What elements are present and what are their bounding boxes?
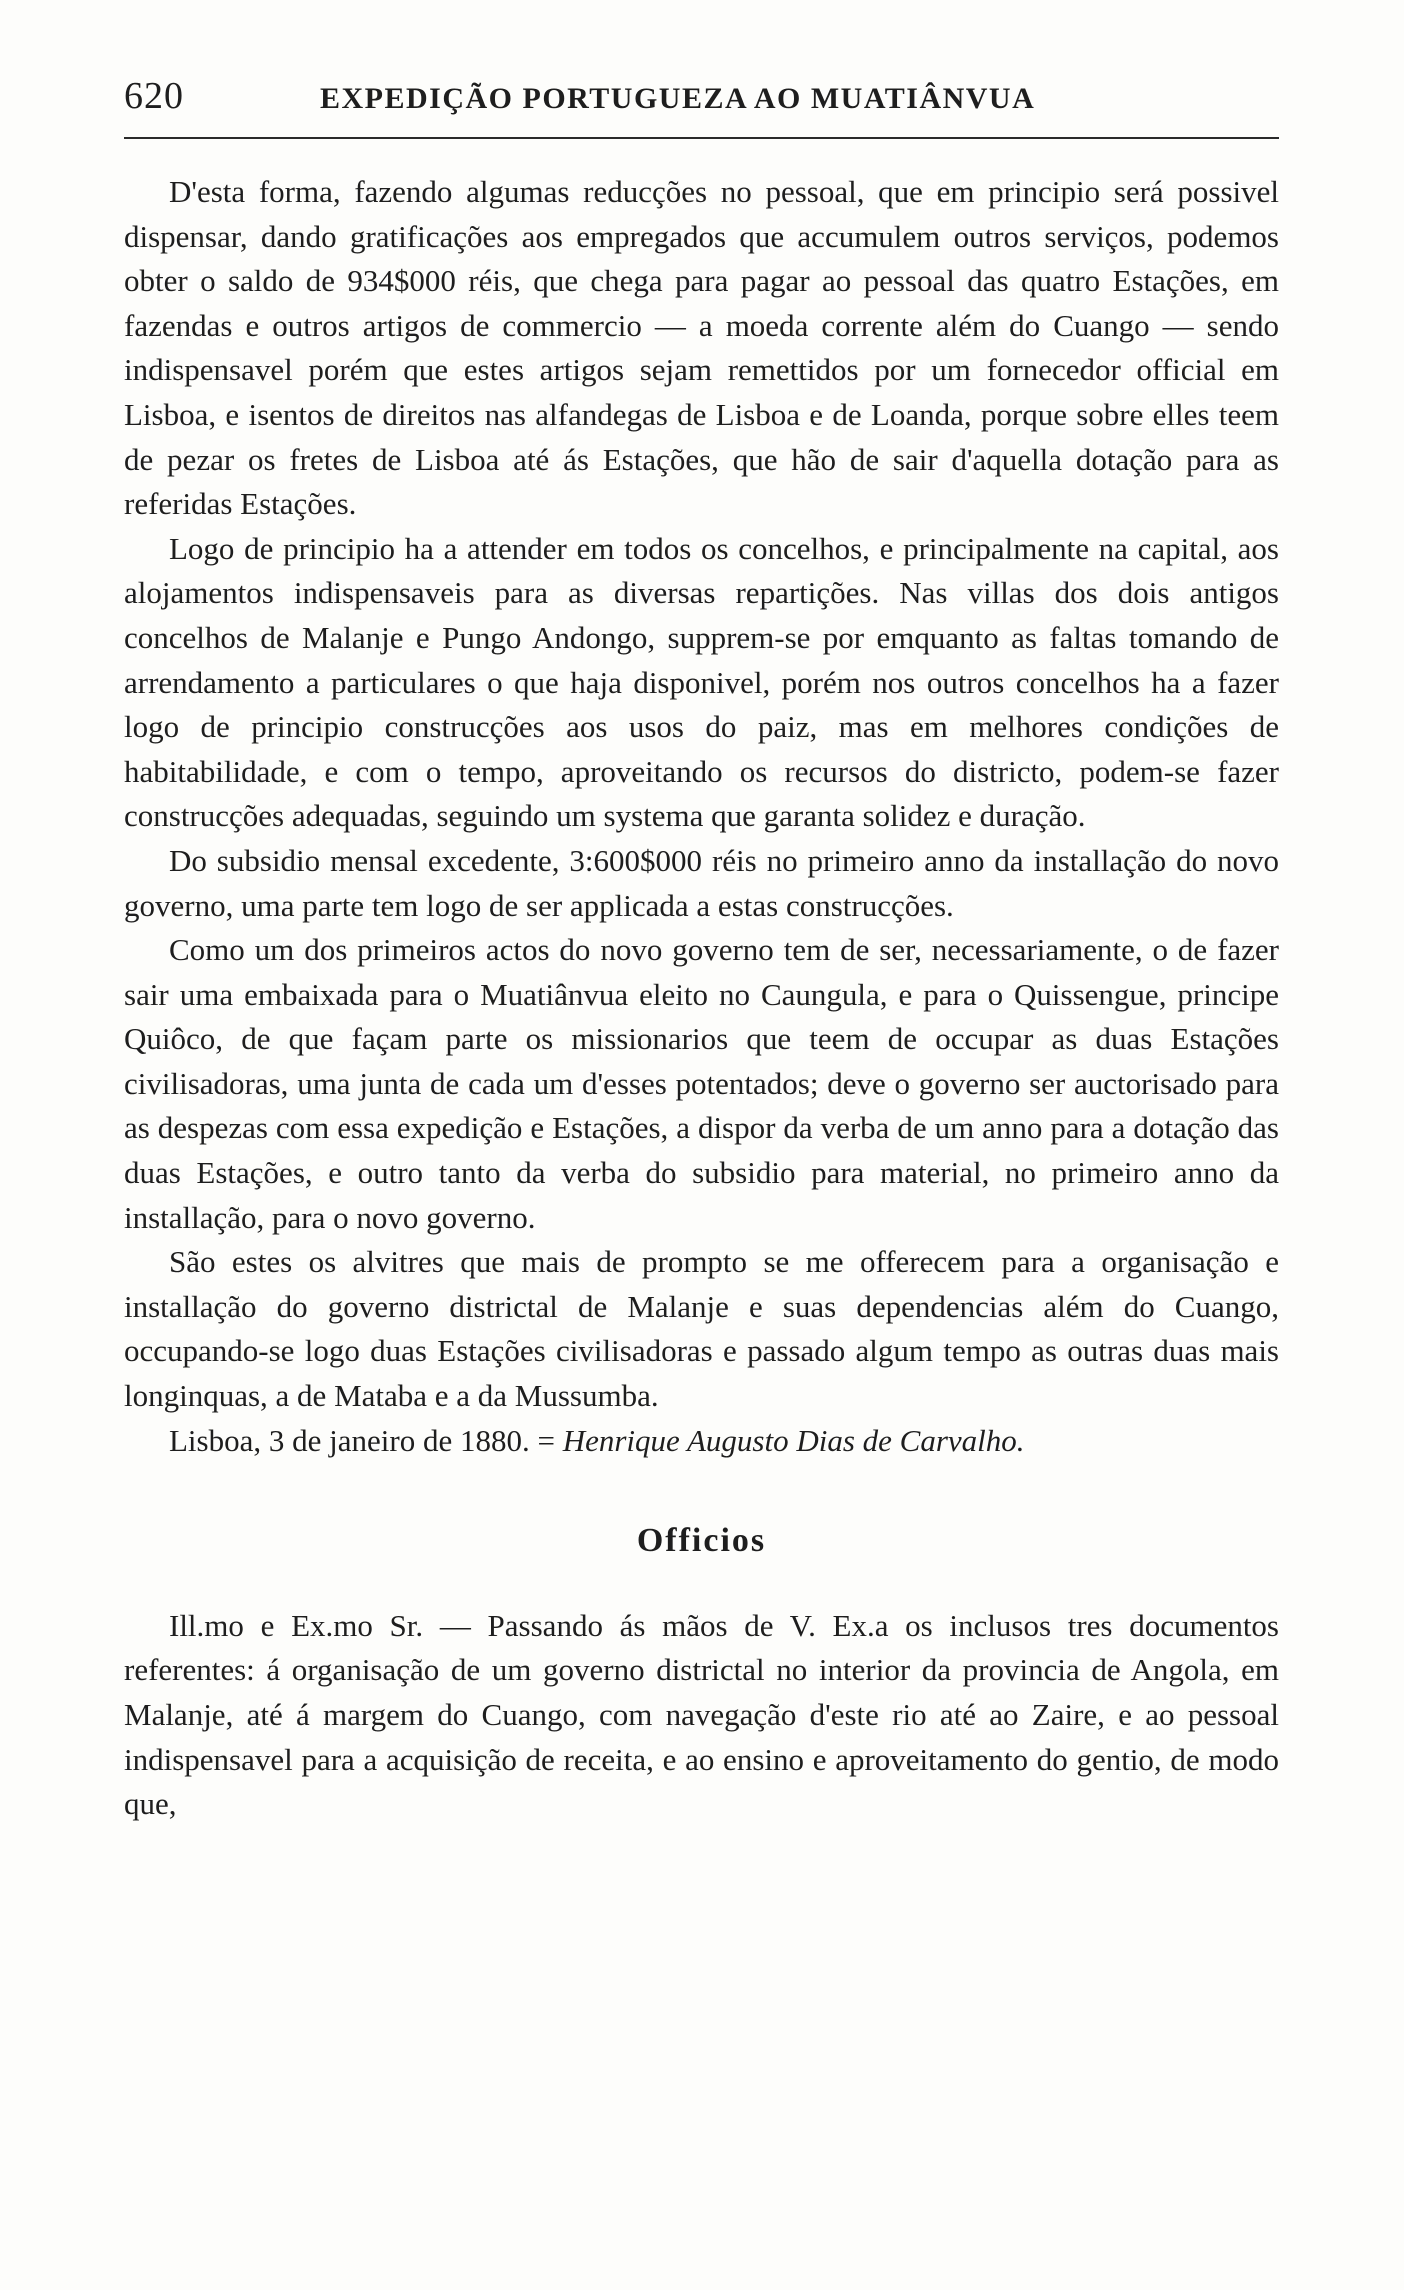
letter <box>124 1604 1279 1827</box>
letter-paragraph-1: Ill.mo e Ex.mo Sr. — Passando ás mãos de V. Ex.a os inclusos tres documentos referentes: á organisação de um governo districtal no interior da provincia de Angola, em Malanje, até á margem do Cuango, com navegação d'este rio até ao Zaire, e ao pessoal indispensavel para a acquisição de receita, e ao ensino e aproveitamento do gentio, de modo que, <box>124 1607 1279 1822</box>
header-rule <box>124 137 1279 139</box>
paragraph-3: Do subsidio mensal excedente, 3:600$000 réis no primeiro anno da installação do novo governo, uma parte tem logo de ser applicada a estas construcções. <box>124 842 1279 923</box>
running-title: EXPEDIÇÃO PORTUGUEZA AO MUATIÂNVUA <box>320 82 1036 115</box>
section-heading: Officios <box>636 1522 767 1560</box>
paragraph-4: Como um dos primeiros actos do novo governo tem de ser, necessariamente, o de fazer sair uma embaixada para o Muatiânvua eleito no Caungula, e para o Quissengue, principe Quiôco, de que façam parte os missionarios que teem de occupar as duas Estações civilisadoras, uma junta de cada um d'esses potentados; deve o governo ser auctorisado para as despezas com essa expedição e Estações, a dispor da verba de um anno para a dotação das duas Estações, e outro tanto da verba do subsidio para material, no primeiro anno da installação, para o novo governo. <box>124 932 1279 1235</box>
signoff <box>124 1419 1279 1464</box>
paragraph-2: Logo de principio ha a attender em todos os concelhos, e principalmente na capital, aos alojamentos indispensaveis para as diversas repartições. Nas villas dos dois antigos concelhos de Malanje e Pungo Andongo, supprem-se por emquanto as faltas tomando de arrendamento a particulares o que haja disponivel, porém nos outros concelhos ha a fazer logo de principio construcções aos usos do paiz, mas em melhores condições de habitabilidade, e com o tempo, aproveitando os recursos do districto, podem-se fazer construcções adequadas, seguindo um systema que garanta solidez e duração. <box>124 530 1279 834</box>
signoff-signature: Henrique Augusto Dias de Carvalho. <box>562 1422 1025 1458</box>
paragraph-5: São estes os alvitres que mais de prompto se me offerecem para a organisação e installação do governo districtal de Malanje e suas dependencias além do Cuango, occupando-se logo duas Estações civilisadoras e passado algum tempo as outras duas mais longinquas, a de Mataba e a da Mussumba. <box>124 1244 1279 1414</box>
body-text <box>124 170 1279 1827</box>
signoff-place-date: Lisboa, 3 de janeiro de 1880. = <box>169 1422 555 1458</box>
page-header <box>124 74 1279 124</box>
page-number: 620 <box>124 75 184 117</box>
paragraph-1: D'esta forma, fazendo algumas reducções no pessoal, que em principio será possivel dispensar, dando gratificações aos empregados que accumulem outros serviços, podemos obter o saldo de 934$000 réis, que chega para pagar ao pessoal das quatro Estações, em fazendas e outros artigos de commercio — a moeda corrente além do Cuango — sendo indispensavel porém que estes artigos sejam remettidos por um fornecedor official em Lisboa, e isentos de direitos nas alfandegas de Lisboa e de Loanda, porque sobre elles teem de pezar os fretes de Lisboa até ás Estações, que hão de sair d'aquella dotação para as referidas Estações. <box>124 174 1279 522</box>
